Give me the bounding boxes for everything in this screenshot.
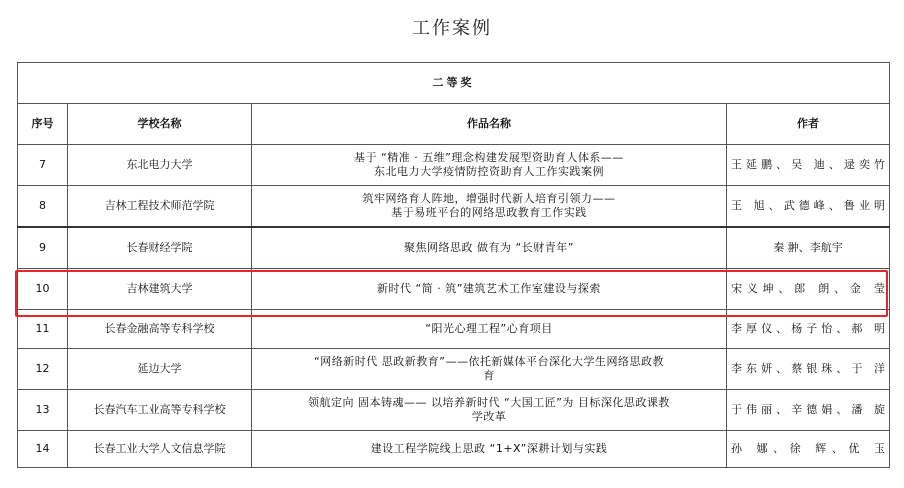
work-line: 新时代 “简 · 筑”建筑艺术工作室建设与探索 <box>377 282 601 295</box>
table-row-highlighted <box>18 269 890 310</box>
work-line: 领航定向 固本铸魂—— 以培养新时代 “大国工匠”为 目标深化思政课教 <box>308 396 670 409</box>
seq-cell: 8 <box>18 186 68 228</box>
page-title: 工作案例 <box>412 18 492 39</box>
table-row <box>18 390 890 431</box>
award-title-row <box>18 63 890 104</box>
school-cell: 东北电力大学 <box>68 145 252 186</box>
award-table <box>17 62 890 468</box>
authors-cell: 李东妍、蔡银珠、于 洋 <box>727 349 890 390</box>
header-row <box>18 104 890 145</box>
school-cell: 吉林建筑大学 <box>68 269 252 310</box>
table-row <box>18 227 890 269</box>
authors-cell: 于伟丽、辛德娟、潘 旋 <box>727 390 890 431</box>
authors-cell: 王 旭、武德峰、鲁业明 <box>727 186 890 228</box>
work-cell <box>252 145 727 186</box>
work-line: 东北电力大学疫情防控资助育人工作实践案例 <box>374 165 604 178</box>
seq-cell: 9 <box>18 227 68 269</box>
authors-cell: 孙 娜、徐 辉、优 玉 <box>727 431 890 468</box>
authors-cell: 宋义坤、郎 朗、金 莹 <box>727 269 890 310</box>
seq-cell: 10 <box>18 269 68 310</box>
seq-cell: 13 <box>18 390 68 431</box>
work-cell <box>252 431 727 468</box>
table-row <box>18 310 890 349</box>
work-line: 育 <box>483 369 495 382</box>
work-cell <box>252 390 727 431</box>
seq-cell: 11 <box>18 310 68 349</box>
authors-cell: 秦 翀、李航宇 <box>727 227 890 269</box>
header-school: 学校名称 <box>68 104 252 145</box>
work-line: “网络新时代 思政新教育”——依托新媒体平台深化大学生网络思政教 <box>314 355 664 368</box>
work-line: 建设工程学院线上思政 “1+X”深耕计划与实践 <box>370 442 608 455</box>
work-line: 聚焦网络思政 做有为 “长财青年” <box>404 241 574 254</box>
award-title: 二等奖 <box>18 63 890 104</box>
table-row <box>18 186 890 228</box>
school-cell: 长春汽车工业高等专科学校 <box>68 390 252 431</box>
seq-cell: 7 <box>18 145 68 186</box>
work-line: 基于易班平台的网络思政教育工作实践 <box>391 206 587 219</box>
work-line: 学改革 <box>471 410 507 423</box>
header-work: 作品名称 <box>252 104 727 145</box>
authors-cell: 李厚仪、杨子怡、郝 明 <box>727 310 890 349</box>
work-line: 基于 “精准 · 五维”理念构建发展型资助育人体系—— <box>354 151 624 164</box>
work-line: “阳光心理工程”心育项目 <box>425 322 553 335</box>
work-cell <box>252 349 727 390</box>
seq-cell: 14 <box>18 431 68 468</box>
school-cell: 延边大学 <box>68 349 252 390</box>
school-cell: 长春金融高等专科学校 <box>68 310 252 349</box>
work-cell <box>252 186 727 228</box>
school-cell: 长春工业大学人文信息学院 <box>68 431 252 468</box>
work-line: 筑牢网络育人阵地，增强时代新人培育引领力—— <box>362 192 616 205</box>
table-row <box>18 431 890 468</box>
school-cell: 长春财经学院 <box>68 227 252 269</box>
work-cell <box>252 227 727 269</box>
work-cell <box>252 269 727 310</box>
table-row <box>18 349 890 390</box>
table-row <box>18 145 890 186</box>
authors-cell: 王延鹏、吴 迪、逯奕竹 <box>727 145 890 186</box>
school-cell: 吉林工程技术师范学院 <box>68 186 252 228</box>
seq-cell: 12 <box>18 349 68 390</box>
header-authors: 作者 <box>727 104 890 145</box>
work-cell <box>252 310 727 349</box>
header-seq: 序号 <box>18 104 68 145</box>
